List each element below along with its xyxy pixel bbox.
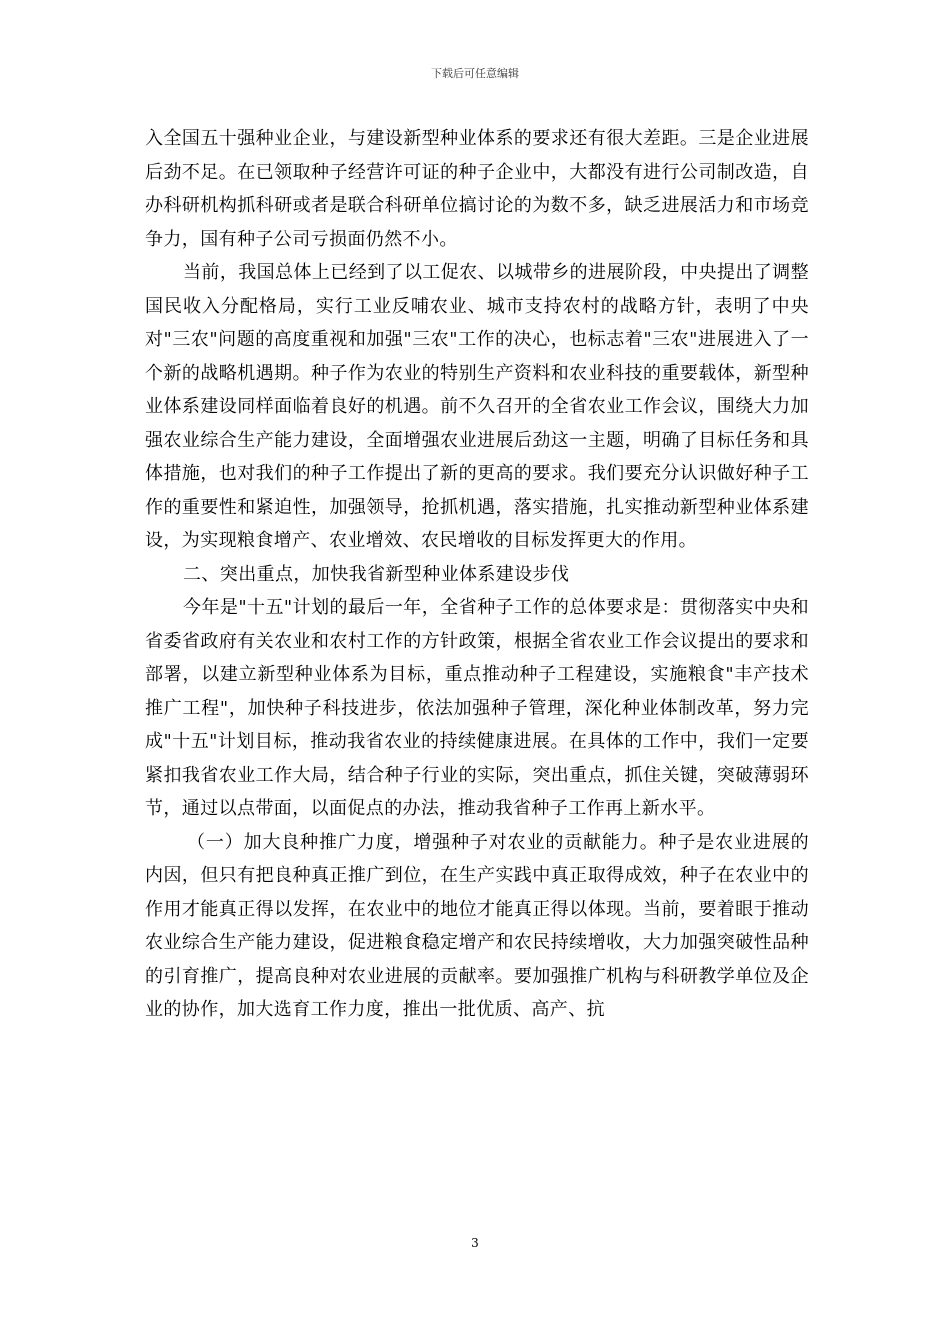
paragraph: 当前，我国总体上已经到了以工促农、以城带乡的进展阶段，中央提出了调整国民收入分配格局，实行工业反哺农业、城市支持农村的战略方针，表明了中央对"三农"问题的高度重视和加强"三农"工作的决心，也标志着"三农"进展进入了一个新的战略机遇期。种子作为农业的特别生产资料和农业科技的重要载体，新型种业体系建设同样面临着良好的机遇。前不久召开的全省农业工作会议，围绕大力加强农业综合生产能力建设，全面增强农业进展后劲这一主题，明确了目标任务和具体措施，也对我们的种子工作提出了新的更高的要求。我们要充分认识做好种子工作的重要性和紧迫性，加强领导，抢抓机遇，落实措施，扎实推动新型种业体系建设，为实现粮食增产、农业增效、农民增收的目标发挥更大的作用。 xyxy=(145,262,809,551)
page-header: 下载后可任意编辑 xyxy=(431,67,519,80)
section-heading: 二、突出重点，加快我省新型种业体系建设步伐 xyxy=(183,563,570,585)
document-body xyxy=(145,122,809,1027)
paragraph-continuation: 入全国五十强种业企业，与建设新型种业体系的要求还有很大差距。三是企业进展后劲不足。在已领取种子经营许可证的种子企业中，大都没有进行公司制改造，自办科研机构抓科研或者是联合科研单位搞讨论的为数不多，缺乏进展活力和市场竞争力，国有种子公司亏损面仍然不小。 xyxy=(145,128,809,250)
paragraph: 今年是"十五"计划的最后一年，全省种子工作的总体要求是：贯彻落实中央和省委省政府有关农业和农村工作的方针政策，根据全省农业工作会议提出的要求和部署，以建立新型种业体系为目标，重点推动种子工程建设，实施粮食"丰产技术推广工程"，加快种子科技进步，依法加强种子管理，深化种业体制改革，努力完成"十五"计划目标，推动我省农业的持续健康进展。在具体的工作中，我们一定要紧扣我省农业工作大局，结合种子行业的实际，突出重点，抓住关键，突破薄弱环节，通过以点带面，以面促点的办法，推动我省种子工作再上新水平。 xyxy=(145,597,809,819)
paragraph: （一）加大良种推广力度，增强种子对农业的贡献能力。种子是农业进展的内因，但只有把良种真正推广到位，在生产实践中真正取得成效，种子在农业中的作用才能真正得以发挥，在农业中的地位才能真正得以体现。当前，要着眼于推动农业综合生产能力建设，促进粮食稳定增产和农民持续增收，大力加强突破性品种的引育推广，提高良种对农业进展的贡献率。要加强推广机构与科研教学单位及企业的协作，加大选育工作力度，推出一批优质、高产、抗 xyxy=(145,831,809,1020)
page-number: 3 xyxy=(471,1236,479,1250)
